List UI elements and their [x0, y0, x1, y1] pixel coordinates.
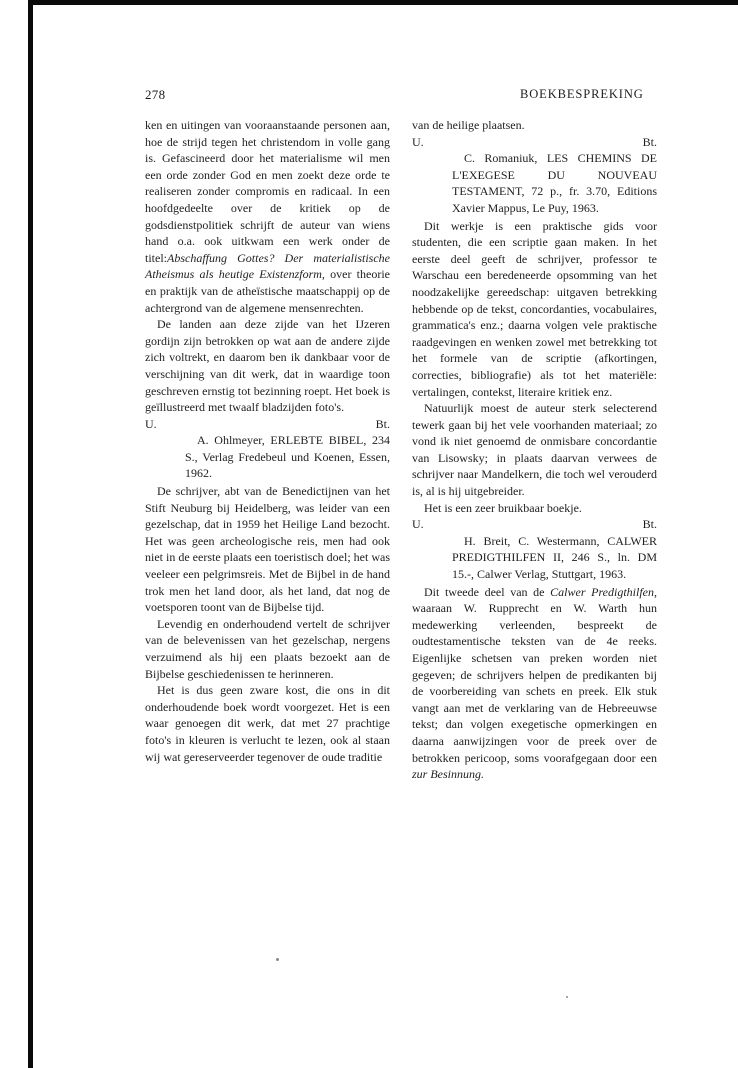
review-paragraph: Natuurlijk moest de auteur sterk selecterend tewerk gaan bij het vele voorhanden materiaal; zo vond ik niet genoemd de onmisbare concordantie van Lisowsky; in plaats daarvan verwees de schrijver naar Mandelkern, die toch wel verouderd is, al is hij uitgebreider. [412, 401, 657, 499]
review-paragraph: Het is een zeer bruikbaar boekje. [424, 500, 582, 515]
review-paragraph: Levendig en onderhoudend vertelt de schrijver van de belevenissen van het gezelschap, nergens verzuimend als hij een plaats bezoekt aan de Bijbelse geschiedenissen te herinneren. [145, 616, 390, 681]
scan-speck [276, 958, 279, 961]
reviewer-signature: U. Bt. [412, 517, 657, 532]
review-paragraph: Dit werkje is een praktische gids voor studenten, die een scriptie gaan maken. In het eerste deel geeft de schrijver, professor te Warschau een beredeneerde opsomming van het noodzakelijke gereedschap: uitgaven betrekking hebbende op de tekst, concordanties, vocabulaires, grammatica's enz.; daarna volgen vele praktische raadgevingen en wenken zowel met betrekking tot het formele van de scriptie (afkortingen, correcties, bibliografie) als tot het materiële: vertalingen, contekst, literaire kritiek enz. [412, 218, 657, 399]
scan-border-left [28, 0, 33, 1068]
page-number: 278 [145, 87, 166, 102]
right-column [412, 117, 657, 783]
review-paragraph: De schrijver, abt van de Benedictijnen van het Stift Neuburg bij Heidelberg, was leider van een gezelschap, dat in 1959 het Heilige Land bezocht. Het was geen archeologische reis, men had ook niet in de eerste plaats een toeristisch doel; het was veeleer een pelgrimsreis. Met de Bijbel in de hand trok men het land door, als het land, dat nog de voetsporen toont van de Bijbelse tijd. [145, 484, 390, 615]
book-reference: H. Breit, C. Westermann, CALWER PREDIGTHILFEN II, 246 S., ln. DM 15.-, Calwer Verlag, Stuttgart, 1963. [452, 533, 657, 582]
review-paragraph: ken en uitingen van vooraanstaande personen aan, hoe de strijd tegen het christendom in volle gang is. Gefascineerd door het materialisme wil men een orde zonder God en men zoekt deze orde te realiseren zonder compromis en radicaal. In een hoofdgedeelte over de kritiek op de godsdienstpolitiek schrijft de auteur van wiens hand o.a. ook uitkwam een werk onder de titel:Abschaffung Gottes? Der materialistische Atheismus als heutige Existenzform, over theorie en praktijk van de atheïstische maatschappij op de achtergrond van de algemene mensenrechten. [145, 118, 390, 315]
book-reference: A. Ohlmeyer, ERLEBTE BIBEL, 234 S., Verlag Fredebeul und Koenen, Essen, 1962. [185, 433, 390, 481]
closing-italic: zur Besinnung. [412, 767, 484, 782]
review-paragraph: van de heilige plaatsen. [412, 118, 525, 132]
scan-speck [566, 996, 568, 998]
book-reference: C. Romaniuk, LES CHEMINS DE L'EXEGESE DU NOUVEAU TESTAMENT, 72 p., fr. 3.70, Editions Xavier Mappus, Le Puy, 1963. [452, 151, 657, 215]
review-paragraph: De landen aan deze zijde van het IJzeren gordijn zijn betrokken op wat aan de andere zijde zich voltrekt, en daarom ben ik dankbaar voor de verschijning van dit werk, dat in waardige toon geschreven ernstig tot bezinning roept. Het boek is geïllustreerd met twaalf bladzijden foto's. [145, 317, 390, 415]
review-paragraph: Dit tweede deel van de Calwer Predigthilfen, waaraan W. Rupprecht en W. Warth hun medewerking verleenden, bespreekt de oudtestamentische teksten van de 4e reeks. Eigenlijke schetsen van preken worden niet gegeven; de schrijvers helpen de predikanten bij de voorbereiding van schets en preek. Elk stuk vangt aan met de verklaring van de Hebreeuwse tekst; dan volgen exegetische opmerkingen en daarna aanwijzingen voor de preek over de betrokken pericoop, soms voorafgegaan door een zur Besinnung. [412, 584, 658, 782]
scan-border-top [30, 0, 738, 5]
book-title-italic: Abschaffung Gottes? Der materialistische Atheismus als heutige Existenzform, [145, 250, 390, 282]
review-paragraph: Het is dus geen zware kost, die ons in dit onderhoudende boek wordt voorgezet. Het is een waar genoegen dit werk, dat met 27 prachtige foto's in kleuren is verlucht te lezen, ook al staan wij wat gereserveerder tegenover de oude traditie [145, 683, 390, 764]
reviewer-signature: U. Bt. [145, 416, 390, 431]
running-header: BOEKBESPREKING [520, 87, 644, 101]
reviewer-signature: U. Bt. [412, 134, 657, 149]
left-column [145, 117, 390, 765]
series-title-italic: Calwer Predigthilfen, [550, 584, 658, 599]
